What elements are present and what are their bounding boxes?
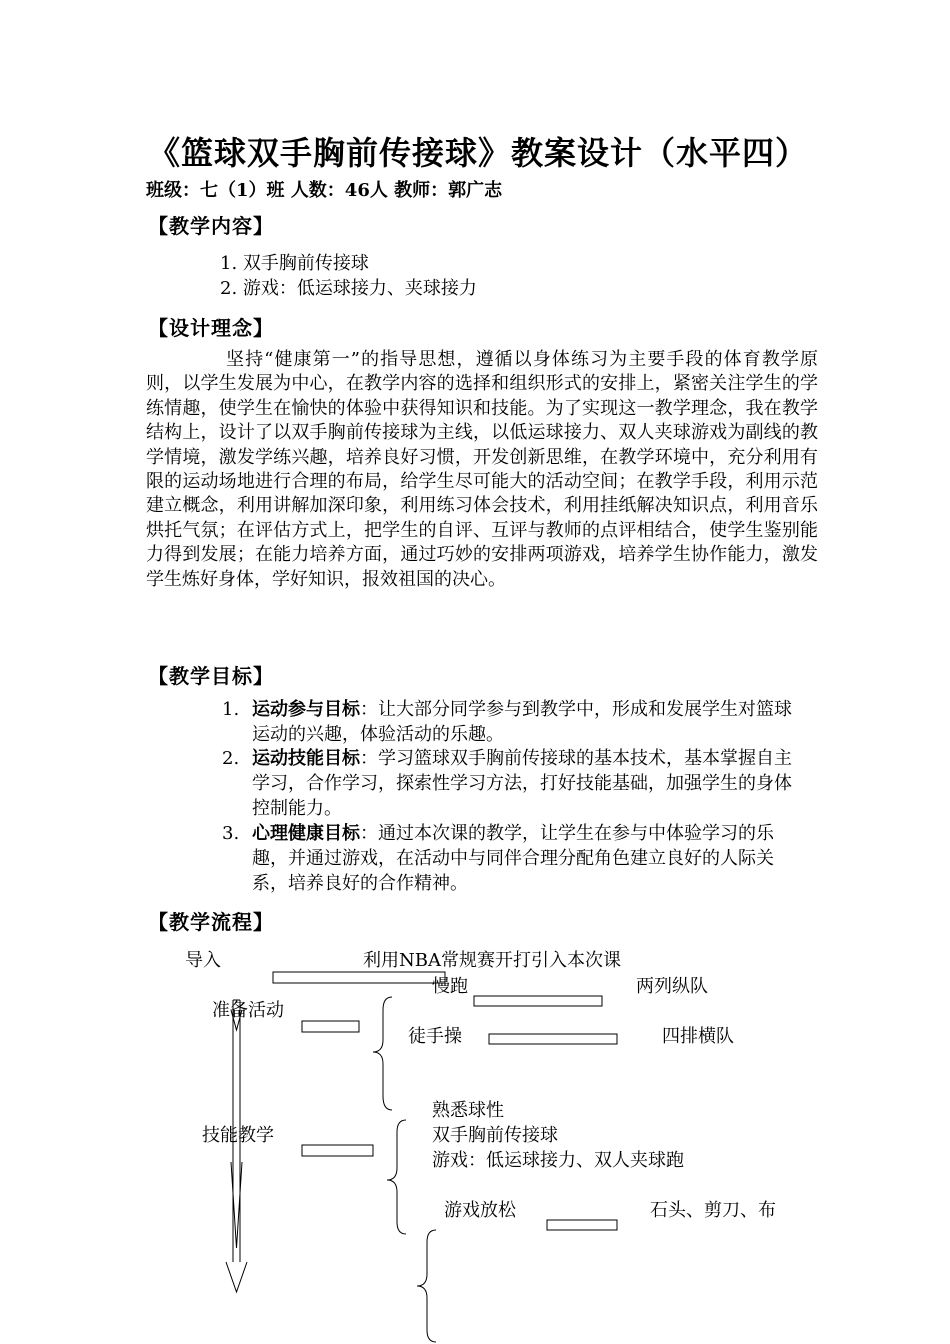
goal-number: 2. [222,748,240,769]
flow-skill-label: 技能教学 [202,1125,274,1146]
flow-skill-item-3: 游戏：低运球接力、双人夹球跑 [432,1150,684,1171]
section-heading-goals: 【教学目标】 [148,664,274,688]
flow-skill-item-1: 熟悉球性 [432,1100,504,1121]
flow-braces [373,997,436,1342]
section-heading-concept: 【设计理念】 [148,316,274,340]
goal-label: 运动参与目标 [252,699,360,720]
goal-label: 运动技能目标 [252,748,360,769]
content-item-2: 2. 游戏：低运球接力、夹球接力 [220,278,477,299]
flow-intro-label: 导入 [185,950,221,971]
flow-relax-label: 游戏放松 [444,1200,516,1221]
goal-text: ：通过本次课的教学，让学生在参与中体验学习的乐趣，并通过游戏，在活动中与同伴合理分配角色建立良好的人际关系，培养良好的合作精神。 [252,823,774,894]
goal-number: 3. [222,823,240,844]
section-heading-content: 【教学内容】 [148,214,274,238]
concept-paragraph: 坚持“健康第一”的指导思想，遵循以身体练习为主要手段的体育教学原则，以学生发展为中心，在教学内容的选择和组织形式的安排上，紧密关注学生的学练情趣，使学生在愉快的体验中获得知识和技能。为了实现这一教学理念，我在教学结构上，设计了以双手胸前传接球为主线，以低运球接力、双人夹球游戏为副线的教学情境，激发学练兴趣，培养良好习惯，开发创新思维，在教学环境中，充分利用有限的运动场地进行合理的布局，给学生尽可能大的活动空间；在教学手段，利用示范建立概念，利用讲解加深印象，利用练习体会技术，利用挂纸解决知识点，利用音乐烘托气氛；在评估方式上，把学生的自评、互评与教师的点评相结合，使学生鉴别能力得到发展；在能力培养方面，通过巧妙的安排两项游戏，培养学生协作能力，激发学生炼好身体，学好知识，报效祖国的决心。 [146,349,818,590]
page-title: 《篮球双手胸前传接球》教案设计（水平四） [148,134,809,172]
flow-jog-formation: 两列纵队 [636,976,708,997]
flow-jog-label: 慢跑 [432,976,468,997]
flow-calisthenics-label: 徒手操 [408,1026,462,1047]
goal-text: ：让大部分同学参与到教学中，形成和发展学生对篮球运动的兴趣，体验活动的乐趣。 [252,699,792,745]
flow-intro-desc: 利用NBA常规赛开打引入本次课 [363,950,621,971]
flow-relax-activity: 石头、剪刀、布 [650,1200,776,1221]
flow-calisthenics-formation: 四排横队 [662,1026,734,1047]
flow-prep-label: 准备活动 [212,1000,284,1021]
goal-text: ：学习篮球双手胸前传接球的基本技术，基本掌握自主学习，合作学习，探索性学习方法，打好技能基础，加强学生的身体控制能力。 [252,748,792,819]
goal-label: 心理健康目标 [252,823,360,844]
flow-skill-item-2: 双手胸前传接球 [432,1125,558,1146]
section-heading-flow: 【教学流程】 [148,910,274,934]
content-item-1: 1. 双手胸前传接球 [220,253,369,274]
goal-number: 1. [222,699,240,720]
class-info: 班级：七（1）班 人数：46人 教师：郭广志 [146,180,503,201]
